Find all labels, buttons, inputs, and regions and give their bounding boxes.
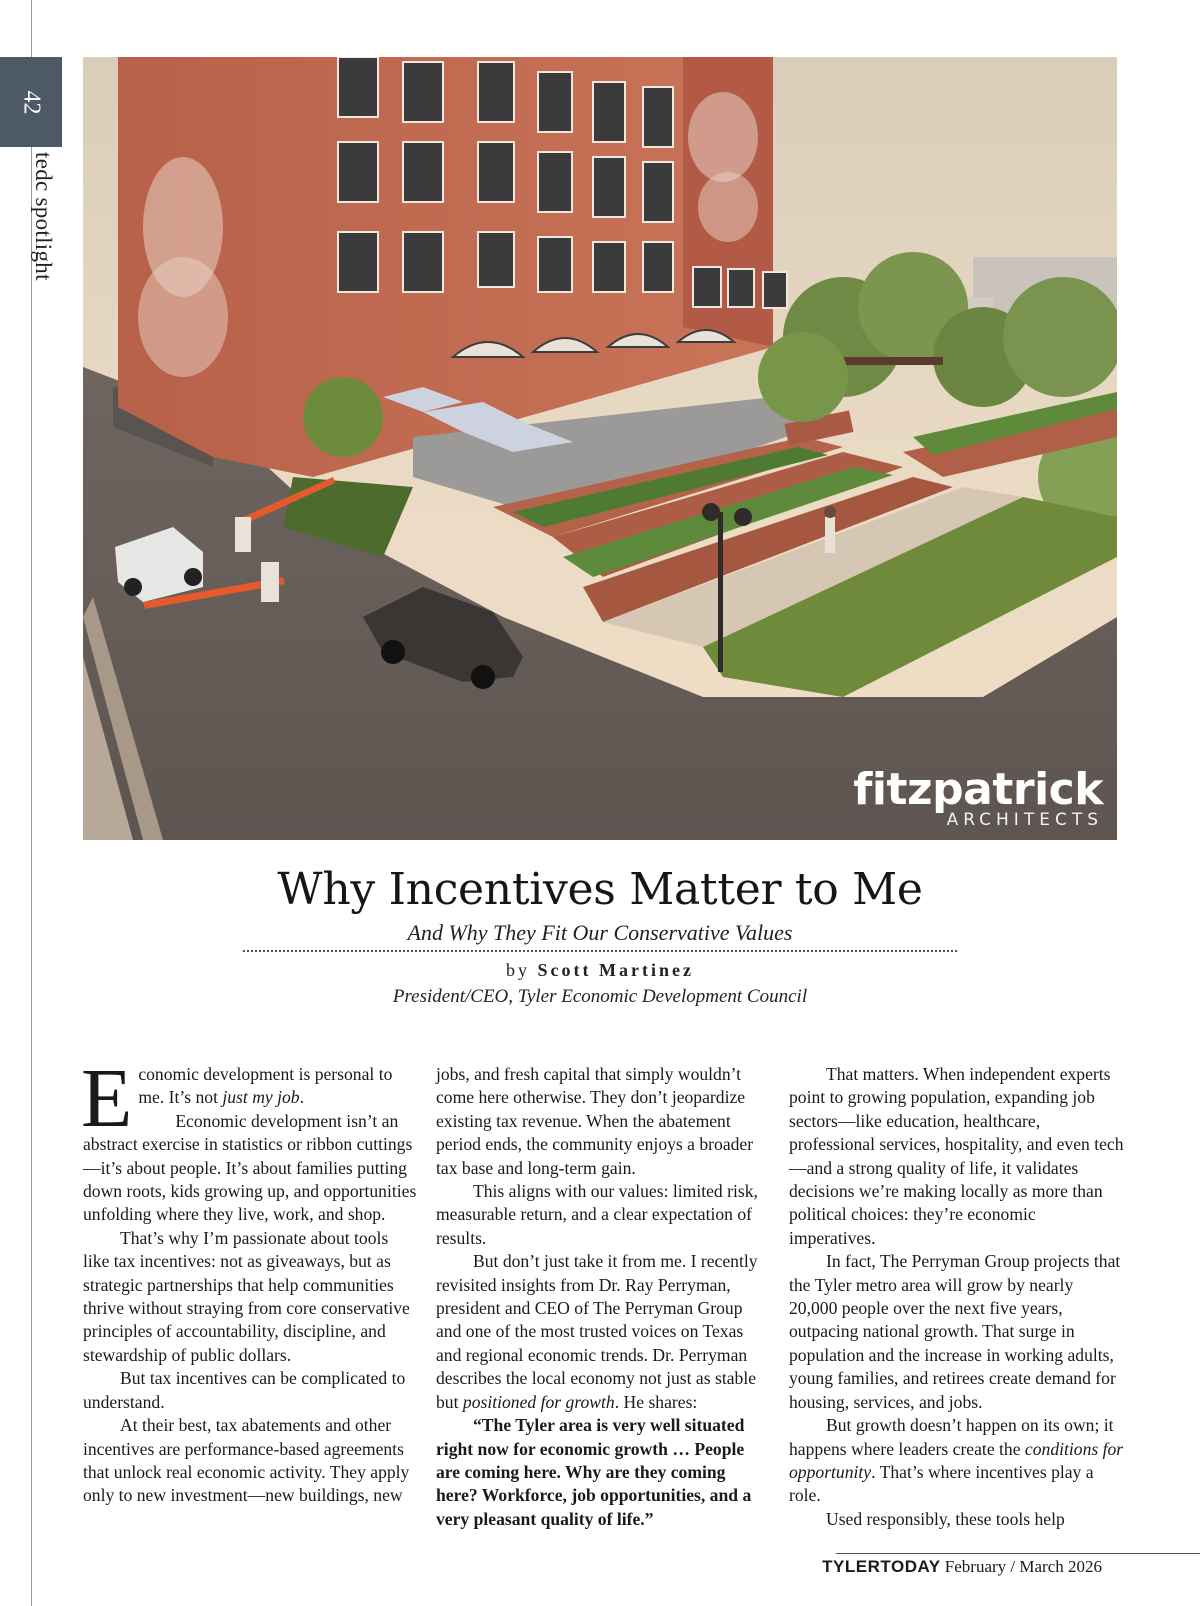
paragraph: At their best, tax abatements and other incentives are performance-based agreements that unlock real economic activity. They apply only to new investment—new buildings, new bbox=[83, 1415, 410, 1506]
text-run: . bbox=[299, 1087, 304, 1108]
paragraph bbox=[436, 1250, 771, 1414]
architect-logo bbox=[853, 764, 1103, 830]
section-label: tedc spotlight bbox=[31, 152, 56, 281]
author-role: President/CEO, Tyler Economic Development Council bbox=[392, 986, 808, 1007]
footer-rule bbox=[836, 1553, 1200, 1554]
text-run: But growth doesn’t happen on its own; it happens where leaders create the bbox=[789, 1415, 1114, 1459]
logo-subtitle: ARCHITECTS bbox=[946, 810, 1103, 830]
text-run: . That’s where incentives play a role. bbox=[789, 1461, 1094, 1506]
article-title: Why Incentives Matter to Me bbox=[277, 864, 923, 915]
article-subtitle: And Why They Fit Our Conservative Values bbox=[407, 920, 793, 945]
text-run: conomic development is personal to me. It’s not bbox=[138, 1064, 393, 1108]
page-number: 42 bbox=[18, 90, 45, 114]
emphasis: just my job bbox=[222, 1087, 300, 1108]
paragraph: Economic development isn’t an abstract exercise in statistics or ribbon cuttings—it’s about people. It’s about families putting down roots, kids growing up, and opportunities unfolding where they live, work, and shop. bbox=[83, 1110, 417, 1225]
paragraph: Used responsibly, these tools help bbox=[826, 1508, 1065, 1529]
article-column-1 bbox=[81, 1052, 418, 1508]
hotel-rendering bbox=[83, 57, 1117, 840]
pull-quote: “The Tyler area is very well situated right now for economic growth … People are coming here. Why are they coming here? Workforce, job opportunities, and a very pleasant quality of life.” bbox=[436, 1415, 752, 1529]
text-run: But don’t just take it from me. I recently revisited insights from Dr. Ray Perryman, president and CEO of The Perryman Group and one of the most trusted voices on Texas and regional economic trends. Dr. Perryman describes the local economy not just as stable but bbox=[436, 1251, 758, 1412]
hero-image bbox=[83, 57, 1117, 840]
author-name: Scott Martinez bbox=[537, 960, 694, 980]
paragraph bbox=[81, 1052, 418, 1145]
title-divider bbox=[243, 950, 957, 952]
byline-by: by bbox=[506, 960, 531, 980]
paragraph: But tax incentives can be complicated to understand. bbox=[83, 1368, 406, 1412]
logo-name: fitzpatrick bbox=[853, 764, 1103, 815]
article-column-2 bbox=[436, 1063, 771, 1531]
byline bbox=[0, 960, 1200, 981]
emphasis: conditions for opportunity bbox=[789, 1438, 1124, 1482]
issue-date: February / March 2026 bbox=[944, 1557, 1102, 1576]
footer bbox=[822, 1557, 1102, 1577]
drop-cap: E bbox=[81, 1052, 133, 1145]
magazine-name: TYLERTODAY bbox=[822, 1557, 941, 1576]
paragraph: jobs, and fresh capital that simply wouldn’t come here otherwise. They don’t jeopardize existing tax revenue. When the abatement period ends, the community enjoys a broader tax base and long-term gain. bbox=[436, 1064, 754, 1178]
paragraph: This aligns with our values: limited risk, measurable return, and a clear expectation of results. bbox=[436, 1181, 758, 1248]
article-column-3 bbox=[789, 1063, 1124, 1531]
text-run: . He shares: bbox=[614, 1391, 698, 1412]
paragraph: That’s why I’m passionate about tools like tax incentives: not as giveaways, but as strategic partnerships that help communities thrive without straying from core conservative principles of accountability, discipline, and stewardship of public dollars. bbox=[83, 1227, 410, 1365]
paragraph bbox=[789, 1414, 1124, 1508]
page-number-tab bbox=[0, 57, 62, 147]
paragraph: That matters. When independent experts point to growing population, expanding job sectors—like education, healthcare, professional services, hospitality, and even tech—and a strong quality of life, it validates decisions we’re making locally as more than political choices: they’re economic imperatives. bbox=[789, 1064, 1124, 1248]
emphasis: positioned for growth bbox=[462, 1391, 615, 1412]
paragraph: In fact, The Perryman Group projects that the Tyler metro area will grow by nearly 20,000 people over the next five years, outpacing national growth. That surge in population and the increase in working adults, young families, and retirees create demand for housing, services, and jobs. bbox=[789, 1251, 1121, 1412]
